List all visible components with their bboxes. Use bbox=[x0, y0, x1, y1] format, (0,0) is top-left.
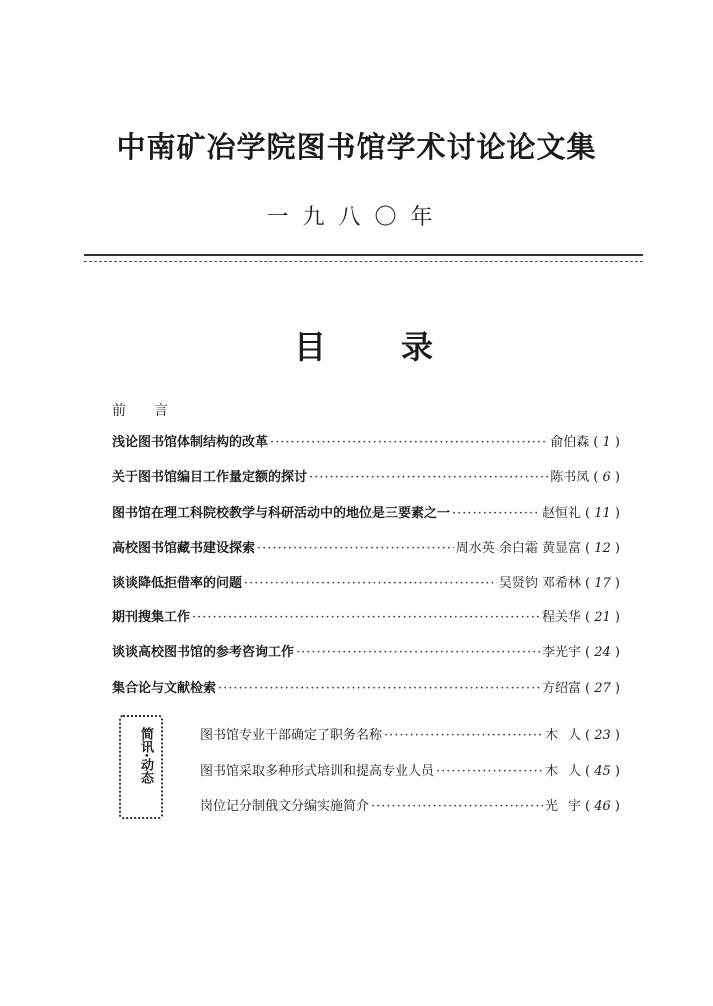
dot-leader bbox=[192, 610, 540, 625]
news-entry-page: ( 23 ) bbox=[585, 728, 620, 743]
toc-entry-page: ( 12 ) bbox=[585, 541, 620, 556]
toc-entry-author: 陈书凤 bbox=[550, 470, 590, 485]
dot-leader bbox=[452, 506, 540, 521]
toc-entry[interactable] bbox=[112, 502, 620, 524]
toc-entry-title: 谈谈高校图书馆的参考咨询工作 bbox=[112, 645, 295, 660]
toc-entry[interactable] bbox=[112, 641, 620, 663]
toc-entry-title: 期刊搜集工作 bbox=[112, 610, 191, 625]
toc-entry-page: ( 21 ) bbox=[585, 610, 620, 625]
news-entry-title: 图书馆采取多种形式培训和提高专业人员 bbox=[200, 764, 435, 779]
news-section-label: 简讯·动态 bbox=[138, 727, 153, 784]
toc-heading-char-2: 录 bbox=[401, 328, 434, 366]
toc-heading-char-1: 目 bbox=[294, 328, 327, 366]
toc-entry-author: 吴贤钧 邓希林 bbox=[498, 576, 582, 591]
toc-entry-title: 图书馆在理工科院校教学与科研活动中的地位是三要素之一 bbox=[112, 506, 451, 521]
toc-entry-author: 方绍富 bbox=[542, 681, 582, 696]
dot-leader bbox=[257, 541, 454, 556]
dot-leader bbox=[436, 764, 543, 779]
news-entry-author: 木人 bbox=[545, 728, 592, 743]
toc-preface[interactable]: 前言 bbox=[112, 403, 196, 419]
toc-entry-author: 李光宇 bbox=[542, 645, 582, 660]
toc-entry-title: 高校图书馆藏书建设探索 bbox=[112, 541, 256, 556]
toc-entry-title: 谈谈降低拒借率的问题 bbox=[112, 576, 243, 591]
book-title: 中南矿冶学院图书馆学术讨论论文集 bbox=[116, 130, 597, 164]
toc-entry-page: ( 24 ) bbox=[585, 645, 620, 660]
toc-entry[interactable] bbox=[112, 537, 620, 559]
dot-leader bbox=[296, 645, 540, 660]
toc-entry-author: 俞伯森 bbox=[550, 435, 590, 450]
toc-entry-page: ( 6 ) bbox=[593, 470, 620, 485]
toc-entry[interactable] bbox=[112, 572, 620, 594]
news-entry-title: 岗位记分制俄文分编实施简介 bbox=[200, 799, 370, 814]
toc-entry-page: ( 1 ) bbox=[593, 435, 620, 450]
news-entry[interactable] bbox=[200, 724, 620, 746]
dot-leader bbox=[270, 435, 548, 450]
toc-entry-author: 程关华 bbox=[542, 610, 582, 625]
dot-leader bbox=[244, 576, 497, 591]
toc-entry[interactable] bbox=[112, 431, 620, 453]
dot-leader bbox=[218, 681, 540, 696]
news-entry[interactable] bbox=[200, 795, 620, 817]
news-entry-page: ( 45 ) bbox=[585, 764, 620, 779]
title-rule-thick bbox=[84, 254, 643, 256]
toc-entry-page: ( 27 ) bbox=[585, 681, 620, 696]
publication-year: 一九八〇年 bbox=[266, 205, 447, 230]
news-entry-page: ( 46 ) bbox=[585, 799, 620, 814]
toc-entry-title: 集合论与文献检索 bbox=[112, 681, 217, 696]
dot-leader bbox=[309, 470, 548, 485]
toc-entry-title: 关于图书馆编目工作量定额的探讨 bbox=[112, 470, 308, 485]
toc-entry-author: 周水英 余白霜 黄显富 bbox=[455, 541, 582, 556]
news-entry-author: 光宇 bbox=[545, 799, 592, 814]
toc-entry[interactable] bbox=[112, 677, 620, 699]
toc-entry-page: ( 17 ) bbox=[585, 576, 620, 591]
news-entry[interactable] bbox=[200, 760, 620, 782]
dot-leader bbox=[384, 728, 543, 743]
title-rule-thin bbox=[84, 261, 643, 262]
toc-entry-author: 赵恒礼 bbox=[542, 506, 582, 521]
news-section-badge bbox=[117, 713, 163, 819]
toc-entry[interactable] bbox=[112, 466, 620, 488]
news-entry-title: 图书馆专业干部确定了职务名称 bbox=[200, 728, 383, 743]
toc-entry[interactable] bbox=[112, 606, 620, 628]
news-entry-author: 木人 bbox=[545, 764, 592, 779]
dot-leader bbox=[371, 799, 543, 814]
toc-entry-title: 浅论图书馆体制结构的改革 bbox=[112, 435, 269, 450]
toc-entry-page: ( 11 ) bbox=[585, 506, 620, 521]
